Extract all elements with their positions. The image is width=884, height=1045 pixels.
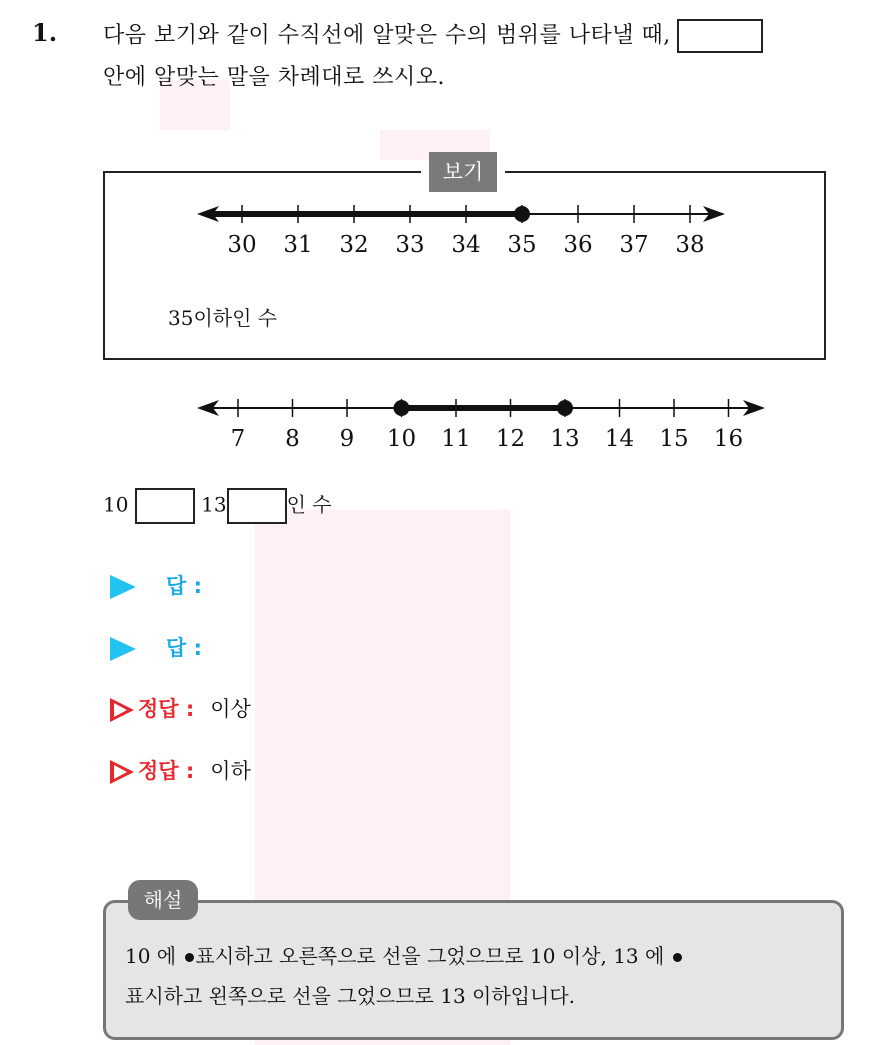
filled-dot-icon bbox=[185, 953, 194, 962]
answer-label: 답 : bbox=[166, 636, 202, 660]
fill-end-text: 인 수 bbox=[286, 492, 332, 517]
question-blank-box bbox=[677, 19, 763, 53]
tick-label: 11 bbox=[441, 426, 471, 452]
closed-point bbox=[394, 400, 410, 416]
correct-label: 정답 : bbox=[138, 697, 195, 721]
tick-label: 31 bbox=[283, 232, 313, 258]
answer-label: 답 : bbox=[166, 574, 202, 598]
tick-label: 30 bbox=[227, 232, 257, 258]
correct-value: 이상 bbox=[210, 697, 251, 721]
answer-marker-icon bbox=[110, 637, 136, 661]
tick-label: 7 bbox=[230, 426, 246, 452]
tick-label: 9 bbox=[339, 426, 355, 452]
explanation-tag: 해설 bbox=[128, 880, 198, 920]
question-text-line1 bbox=[103, 18, 763, 53]
answer-blank-2[interactable] bbox=[227, 488, 287, 524]
explanation-box bbox=[103, 900, 844, 1040]
correct-marker-icon bbox=[110, 698, 134, 722]
problem-number-line bbox=[195, 388, 770, 458]
answer-line-1 bbox=[110, 570, 202, 600]
tick-label: 34 bbox=[451, 232, 481, 258]
tick-label: 38 bbox=[675, 232, 705, 258]
fill-middle-number: 13 bbox=[201, 492, 227, 517]
question-text-part: 다음 보기와 같이 수직선에 알맞은 수의 범위를 나타낼 때, bbox=[103, 23, 671, 48]
explanation-line-1 bbox=[125, 940, 684, 969]
answer-blank-1[interactable] bbox=[135, 488, 195, 524]
tick-label: 8 bbox=[285, 426, 300, 452]
tick-label: 14 bbox=[604, 426, 635, 452]
correct-answer-1 bbox=[110, 693, 251, 723]
tick-label: 10 bbox=[386, 426, 417, 452]
correct-answer-2 bbox=[110, 755, 251, 785]
question-text-line2: 안에 알맞는 말을 차례대로 쓰시오. bbox=[103, 65, 445, 90]
closed-point bbox=[557, 400, 573, 416]
fill-start-number: 10 bbox=[103, 492, 129, 517]
tick-label: 13 bbox=[550, 426, 580, 452]
explanation-line-2: 표시하고 왼쪽으로 선을 그었으므로 13 이하입니다. bbox=[125, 984, 575, 1008]
explanation-text: 표시하고 오른쪽으로 선을 그었으므로 10 이상, 13 에 bbox=[195, 944, 665, 968]
tick-label: 35 bbox=[507, 232, 537, 258]
tick-label: 36 bbox=[563, 232, 593, 258]
filled-dot-icon bbox=[673, 953, 682, 962]
explanation-text: 10 에 bbox=[125, 944, 177, 968]
tick-label: 12 bbox=[495, 426, 526, 452]
example-number-line bbox=[195, 195, 735, 265]
answer-line-2 bbox=[110, 632, 202, 662]
tick-label: 33 bbox=[395, 232, 425, 258]
fill-in-row bbox=[103, 488, 332, 524]
tick-label: 37 bbox=[619, 232, 649, 258]
answer-marker-icon bbox=[110, 575, 136, 599]
tick-label: 16 bbox=[713, 426, 744, 452]
tick-label: 32 bbox=[339, 232, 369, 258]
correct-marker-icon bbox=[110, 760, 134, 784]
example-tag: 보기 bbox=[429, 152, 497, 192]
question-number: 1. bbox=[32, 18, 58, 47]
correct-label: 정답 : bbox=[138, 759, 195, 783]
tick-label: 15 bbox=[659, 426, 689, 452]
correct-value: 이하 bbox=[210, 759, 251, 783]
closed-point bbox=[514, 206, 530, 222]
example-caption: 35이하인 수 bbox=[168, 306, 278, 330]
